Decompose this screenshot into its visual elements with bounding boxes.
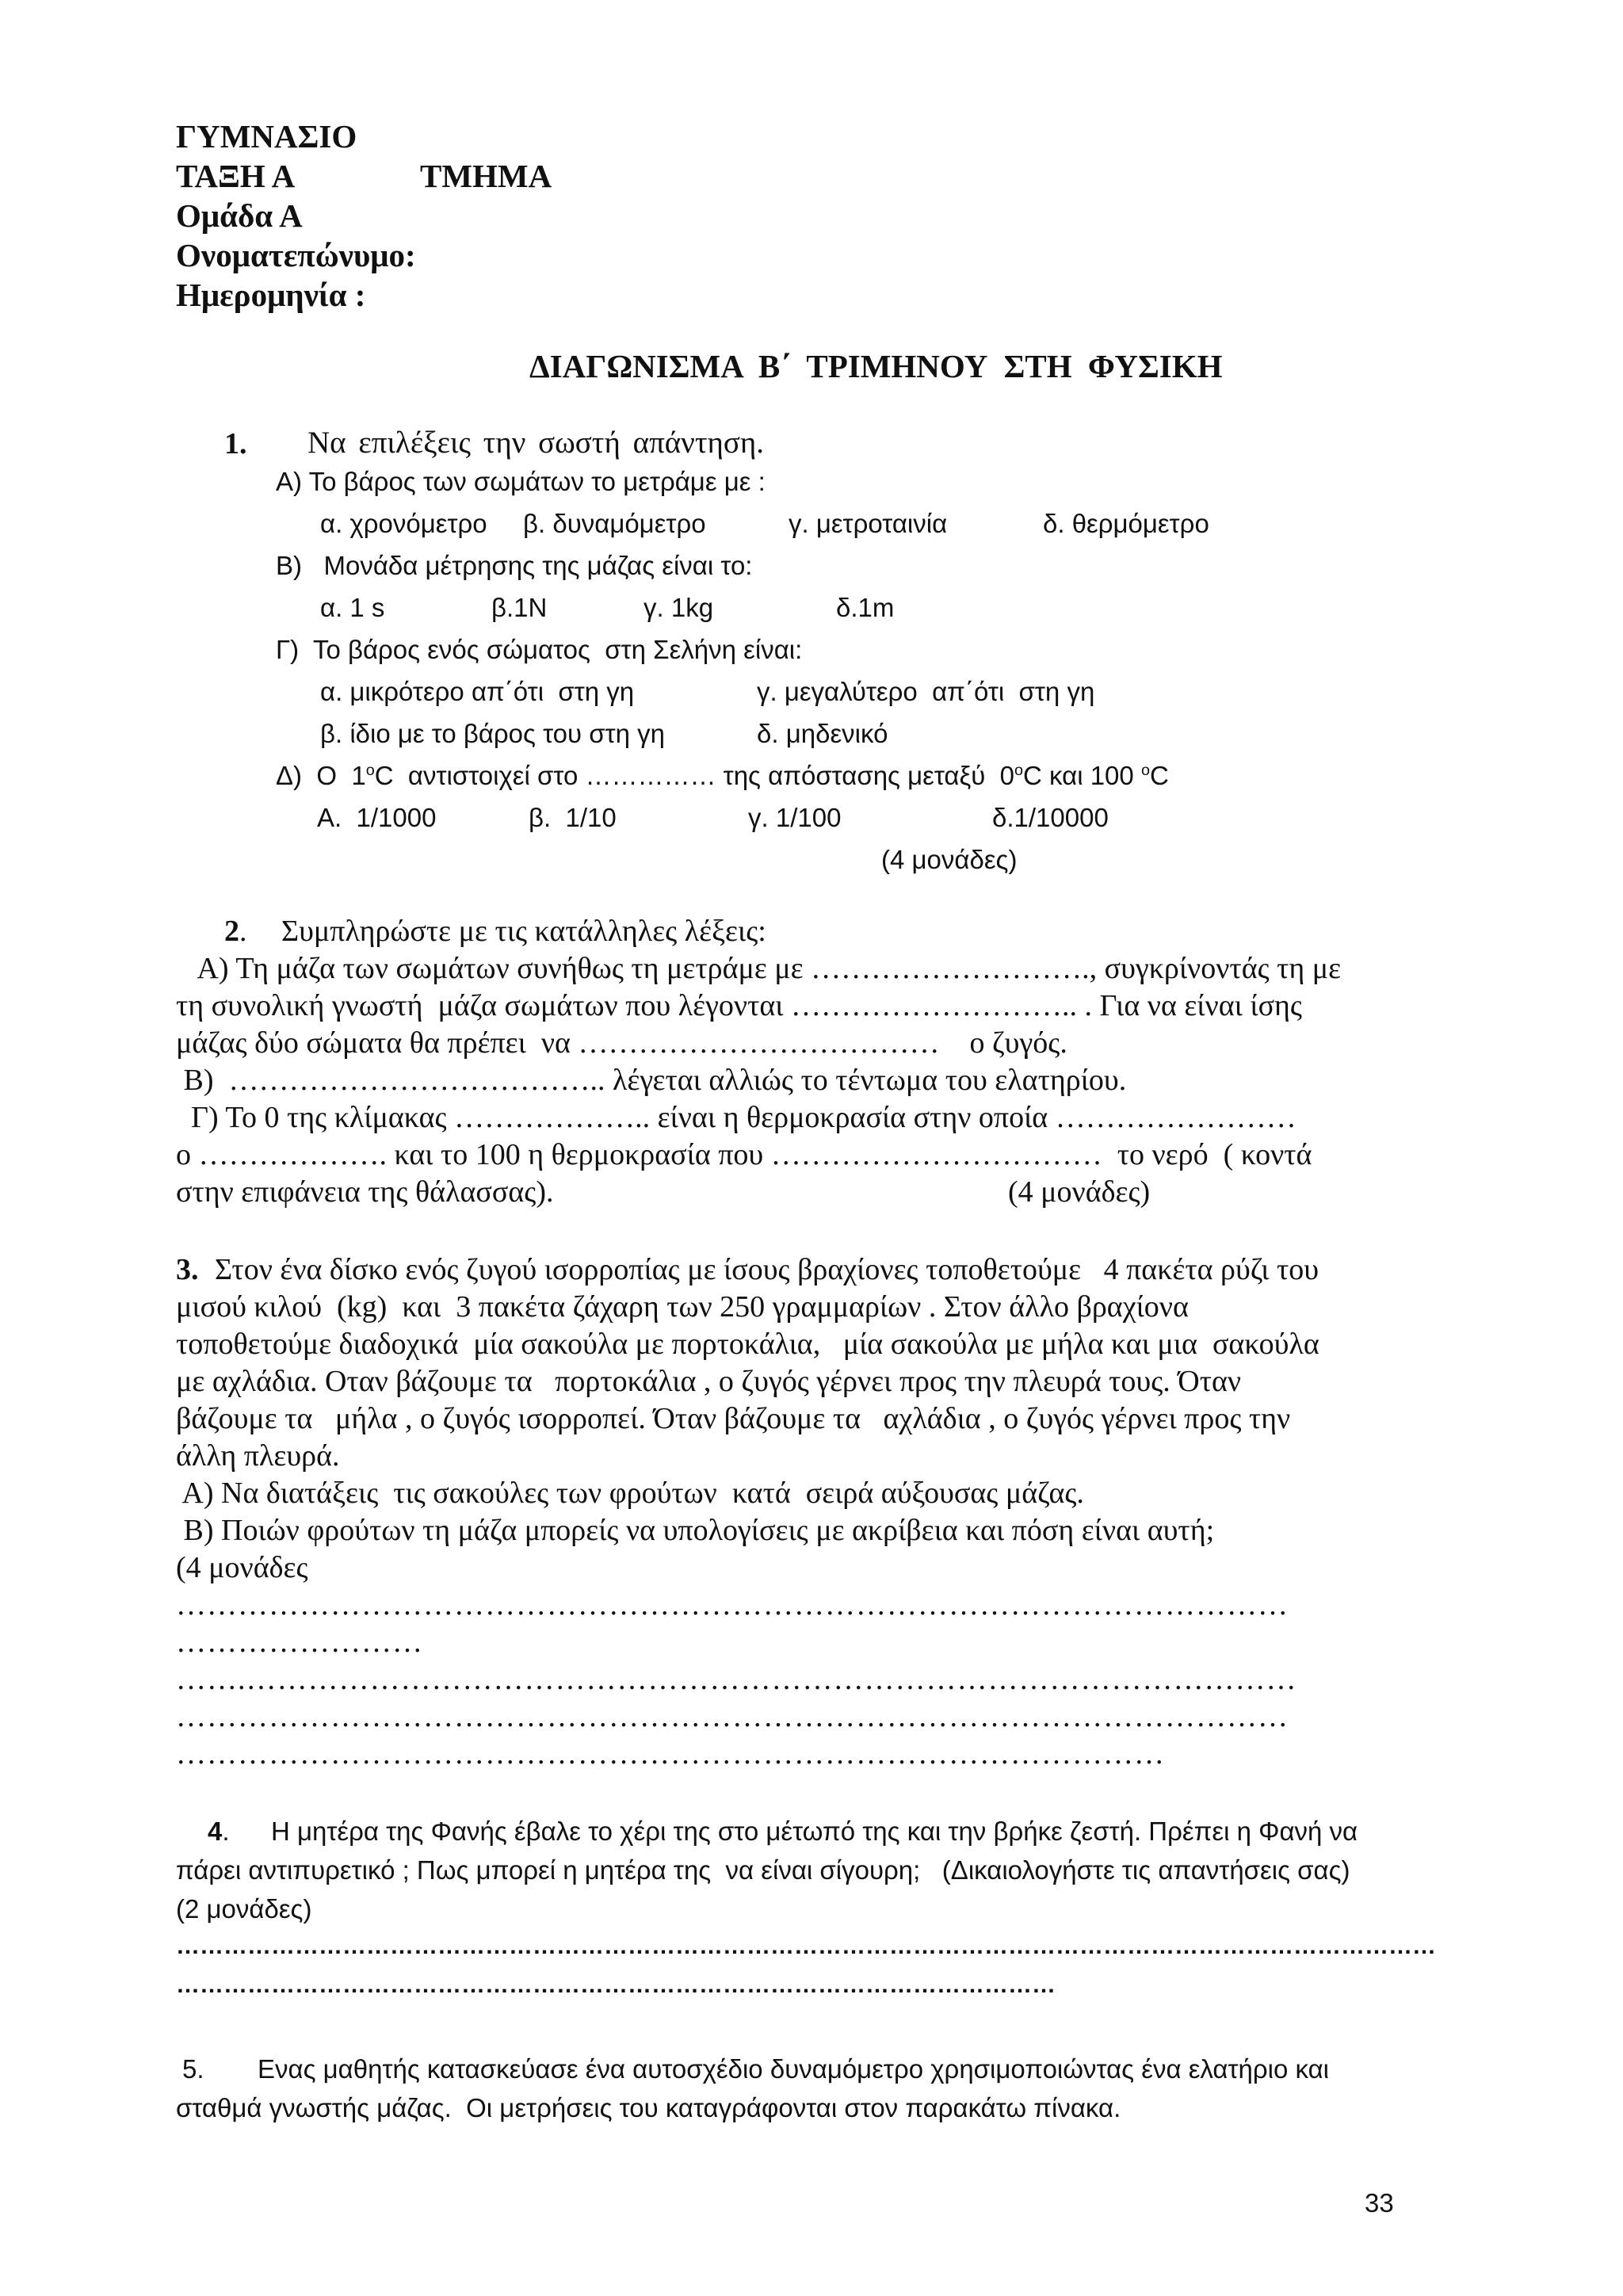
answer-line: ………………………………………………………………………………………………	[176, 1588, 1289, 1622]
question-text-line: Ενας μαθητής κατασκεύασε ένα αυτοσχέδιο δυναμόμετρο χρησιμοποιώντας ένα ελατήριο και	[258, 2054, 1330, 2084]
subquestion-stem: Δ) Ο $1^oC$ αντιστοιχεί στο …………… της απόστασης μεταξύ $0^oC$ και 100 $^o$C	[276, 761, 1169, 790]
subquestion-stem: Α) Το βάρος των σωμάτων το μετράμε με :	[276, 467, 766, 496]
option: γ. 1/100	[748, 803, 842, 832]
exam-title: ΔΙΑΓΩΝΙΣΜΑ Β΄ ΤΡΙΜΗΝΟΥ ΣΤΗ ΦΥΣΙΚΗ	[529, 348, 1223, 384]
question-text-line: άλλη πλευρά.	[176, 1439, 340, 1473]
option: α. μικρότερο απ΄ότι στη γη	[320, 677, 635, 706]
page-number: 33	[1365, 2188, 1394, 2218]
question-number: 1.	[224, 427, 247, 460]
fill-line: Β) ……………………………….. λέγεται αλλιώς το τέντωμα του ελατηρίου.	[176, 1064, 1127, 1097]
class-label: ΤΑΞΗ Α	[176, 158, 296, 194]
points-label: (4 μονάδες)	[881, 845, 1018, 874]
question-text-line: σταθμά γνωστής μάζας. Οι μετρήσεις του καταγράφονται στον παρακάτω πίνακα.	[176, 2093, 1121, 2122]
question-text-line: τοποθετούμε διαδοχικά μία σακούλα με πορτοκάλια, μία σακούλα με μήλα και μια σακούλα	[176, 1328, 1319, 1361]
subquestion-stem: Β) Μονάδα μέτρησης της μάζας είναι το:	[276, 551, 753, 580]
school-label: ΓΥΜΝΑΣΙΟ	[176, 118, 357, 155]
answer-line: …………………………………………………………………………………………………	[176, 1972, 1056, 1998]
fill-line: ο ………………. και το 100 η θερμοκρασία που …………………………… το νερό ( κοντά	[176, 1138, 1312, 1171]
option: Α. 1/1000	[317, 803, 437, 832]
option: β. 1/10	[529, 803, 617, 832]
question-number-line: 2.	[224, 915, 247, 948]
option: δ.1/10000	[992, 803, 1109, 832]
question-prompt: Συμπληρώστε με τις κατάλληλες λέξεις:	[281, 915, 766, 948]
option: δ.1m	[836, 593, 895, 622]
question-number: 3.	[176, 1253, 199, 1286]
question-text-line: Α) Να διατάξεις τις σακούλες των φρούτων κατά σειρά αύξουσας μάζας.	[176, 1477, 1084, 1510]
option: δ. μηδενικό	[757, 719, 888, 748]
question-text-line: πάρει αντιπυρετικό ; Πως μπορεί η μητέρα της να είναι σίγουρη; (Δικαιολογήστε τις απαντήσεις σας)	[176, 1855, 1350, 1885]
option: β. δυναμόμετρο	[523, 509, 706, 538]
question-text-line: βάζουμε τα μήλα , ο ζυγός ισορροπεί. Όταν βάζουμε τα αχλάδια , ο ζυγός γέρνει προς την	[176, 1402, 1291, 1435]
option: β. ίδιο με το βάρος του στη γη	[320, 719, 666, 748]
fill-line: στην επιφάνεια της θάλασσας).	[176, 1175, 554, 1209]
question-text-line: Β) Ποιών φρούτων τη μάζα μπορείς να υπολογίσεις με ακρίβεια και πόση είναι αυτή;	[176, 1514, 1215, 1547]
answer-line: ……………………………………………………………………………………	[176, 1737, 1165, 1771]
answer-line: ……………………………………………………………………………………………………………………………………………	[176, 1933, 1436, 1959]
question-text-line: με αχλάδια. Οταν βάζουμε τα πορτοκάλια , ο ζυγός γέρνει προς την πλευρά τους. Όταν	[176, 1365, 1242, 1398]
group-label: Ομάδα Α	[176, 197, 303, 234]
fill-line: τη συνολική γνωστή μάζα σωμάτων που λέγονται ……………………….. . Για να είναι ίσης	[176, 989, 1302, 1022]
points-label: (4 μονάδες	[176, 1551, 308, 1584]
option: γ. 1kg	[643, 593, 714, 622]
question-number: 5.	[182, 2054, 204, 2084]
option: α. 1 s	[320, 593, 385, 622]
answer-line: …….…………………………………………………………………………………………	[176, 1663, 1297, 1696]
points-label: (4 μονάδες)	[1008, 1175, 1151, 1209]
subquestion-stem: Γ) Το βάρος ενός σώματος στη Σελήνη είναι:	[276, 635, 803, 664]
answer-line: ………………………………………………………………………………………………	[176, 1700, 1289, 1733]
fill-line: Α) Τη μάζα των σωμάτων συνήθως τη μετράμε με ………………………., συγκρίνοντάς τη με	[176, 952, 1342, 985]
date-field-label: Ημερομηνία :	[176, 277, 366, 313]
question-text-line: Στον ένα δίσκο ενός ζυγού ισορροπίας με ίσους βραχίονες τοποθετούμε 4 πακέτα ρύζι του	[200, 1253, 1319, 1286]
option: γ. μετροταινία	[789, 509, 948, 538]
section-label: ΤΜΗΜΑ	[420, 158, 552, 194]
answer-line: ……………………	[176, 1626, 423, 1659]
points-label: (2 μονάδες)	[176, 1894, 312, 1924]
question-prompt: Να επιλέξεις την σωστή απάντηση.	[307, 426, 765, 460]
question-number-line: 4.	[208, 1817, 230, 1846]
name-field-label: Ονοματεπώνυμο:	[176, 237, 416, 273]
fill-line: μάζας δύο σώματα θα πρέπει να ……………………………… ο ζυγός.	[176, 1026, 1067, 1060]
option: α. χρονόμετρο	[320, 509, 487, 538]
option: γ. μεγαλύτερο απ΄ότι στη γη	[757, 677, 1095, 706]
option: β.1Ν	[491, 593, 548, 622]
fill-line: Γ) Το 0 της κλίμακας ……………….. είναι η θερμοκρασία στην οποία ……………………	[176, 1101, 1296, 1134]
question-text-line: Η μητέρα της Φανής έβαλε το χέρι της στο μέτωπό της και την βρήκε ζεστή. Πρέπει η Φανή να	[271, 1817, 1358, 1846]
question-text-line: μισού κιλού (kg) και 3 πακέτα ζάχαρη των 250 γραμμαρίων . Στον άλλο βραχίονα	[176, 1290, 1189, 1324]
option: δ. θερμόμετρο	[1043, 509, 1209, 538]
